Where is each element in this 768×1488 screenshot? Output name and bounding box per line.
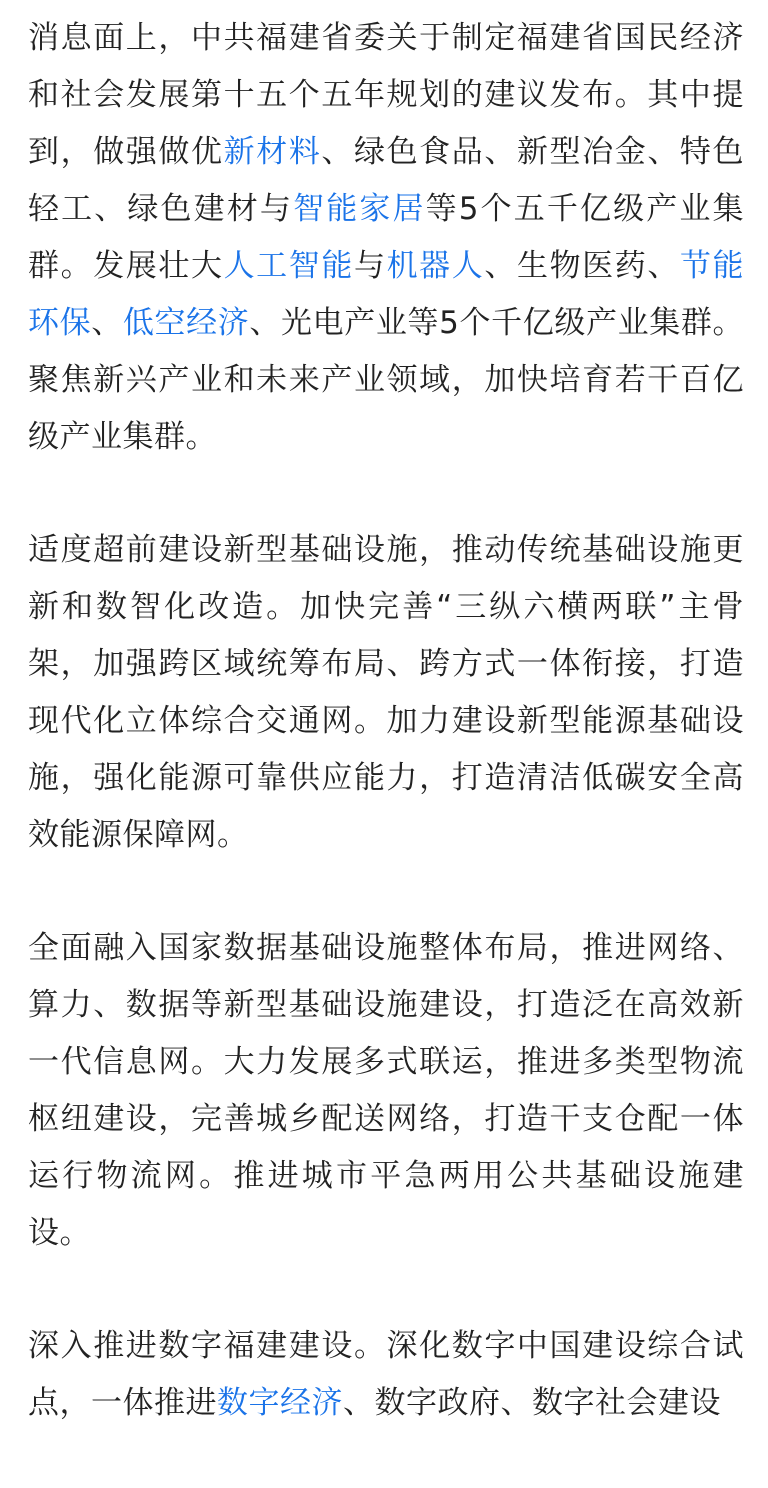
paragraph-industry-clusters bbox=[28, 10, 744, 466]
text-segment: 、数字政府、数字社会建设 bbox=[343, 1385, 721, 1421]
keyword-link-artificial-intelligence[interactable]: 人工智能 bbox=[223, 248, 354, 284]
text-segment: 与 bbox=[353, 248, 387, 284]
paragraph-data-logistics: 全面融入国家数据基础设施整体布局，推进网络、算力、数据等新型基础设施建设，打造泛在高效新一代信息网。大力发展多式联运，推进多类型物流枢纽建设，完善城乡配送网络，打造干支仓配一体运行物流网。推进城市平急两用公共基础设施建设。 bbox=[28, 930, 744, 1251]
text-segment: 、光电产业等5个千亿级产业集群。聚焦新兴产业和未来产业领域，加快培育若干百亿级产业集群。 bbox=[28, 305, 745, 455]
keyword-link-energy-saving[interactable]: 节能环保 bbox=[28, 248, 745, 341]
keyword-link-digital-economy[interactable]: 数字经济 bbox=[217, 1385, 343, 1421]
text-segment: 消息面上，中共福建省委关于制定福建省国民经济和社会发展第十五个五年规划的建议发布。其中提到，做强做优 bbox=[28, 20, 744, 170]
keyword-link-robot[interactable]: 机器人 bbox=[386, 248, 485, 284]
paragraph-infrastructure: 适度超前建设新型基础设施，推动传统基础设施更新和数智化改造。加快完善“三纵六横两联”主骨架，加强跨区域统筹布局、跨方式一体衔接，打造现代化立体综合交通网。加力建设新型能源基础设施，强化能源可靠供应能力，打造清洁低碳安全高效能源保障网。 bbox=[28, 532, 744, 853]
text-segment: 、 bbox=[91, 305, 123, 341]
text-segment: 、生物医药、 bbox=[484, 248, 680, 284]
article-body bbox=[28, 10, 744, 1488]
keyword-link-smart-home[interactable]: 智能家居 bbox=[293, 191, 426, 227]
keyword-link-new-materials[interactable]: 新材料 bbox=[223, 134, 322, 170]
keyword-link-low-altitude-economy[interactable]: 低空经济 bbox=[122, 305, 250, 341]
text-segment: 等5个五千亿级产业集群。发展壮大 bbox=[28, 191, 745, 284]
text-segment: 深入推进数字福建建设。深化数字中国建设综合试点，一体推进 bbox=[28, 1328, 744, 1421]
text-segment: 、绿色食品、新型冶金、特色轻工、绿色建材与 bbox=[28, 134, 745, 227]
paragraph-digital-fujian bbox=[28, 1318, 744, 1432]
